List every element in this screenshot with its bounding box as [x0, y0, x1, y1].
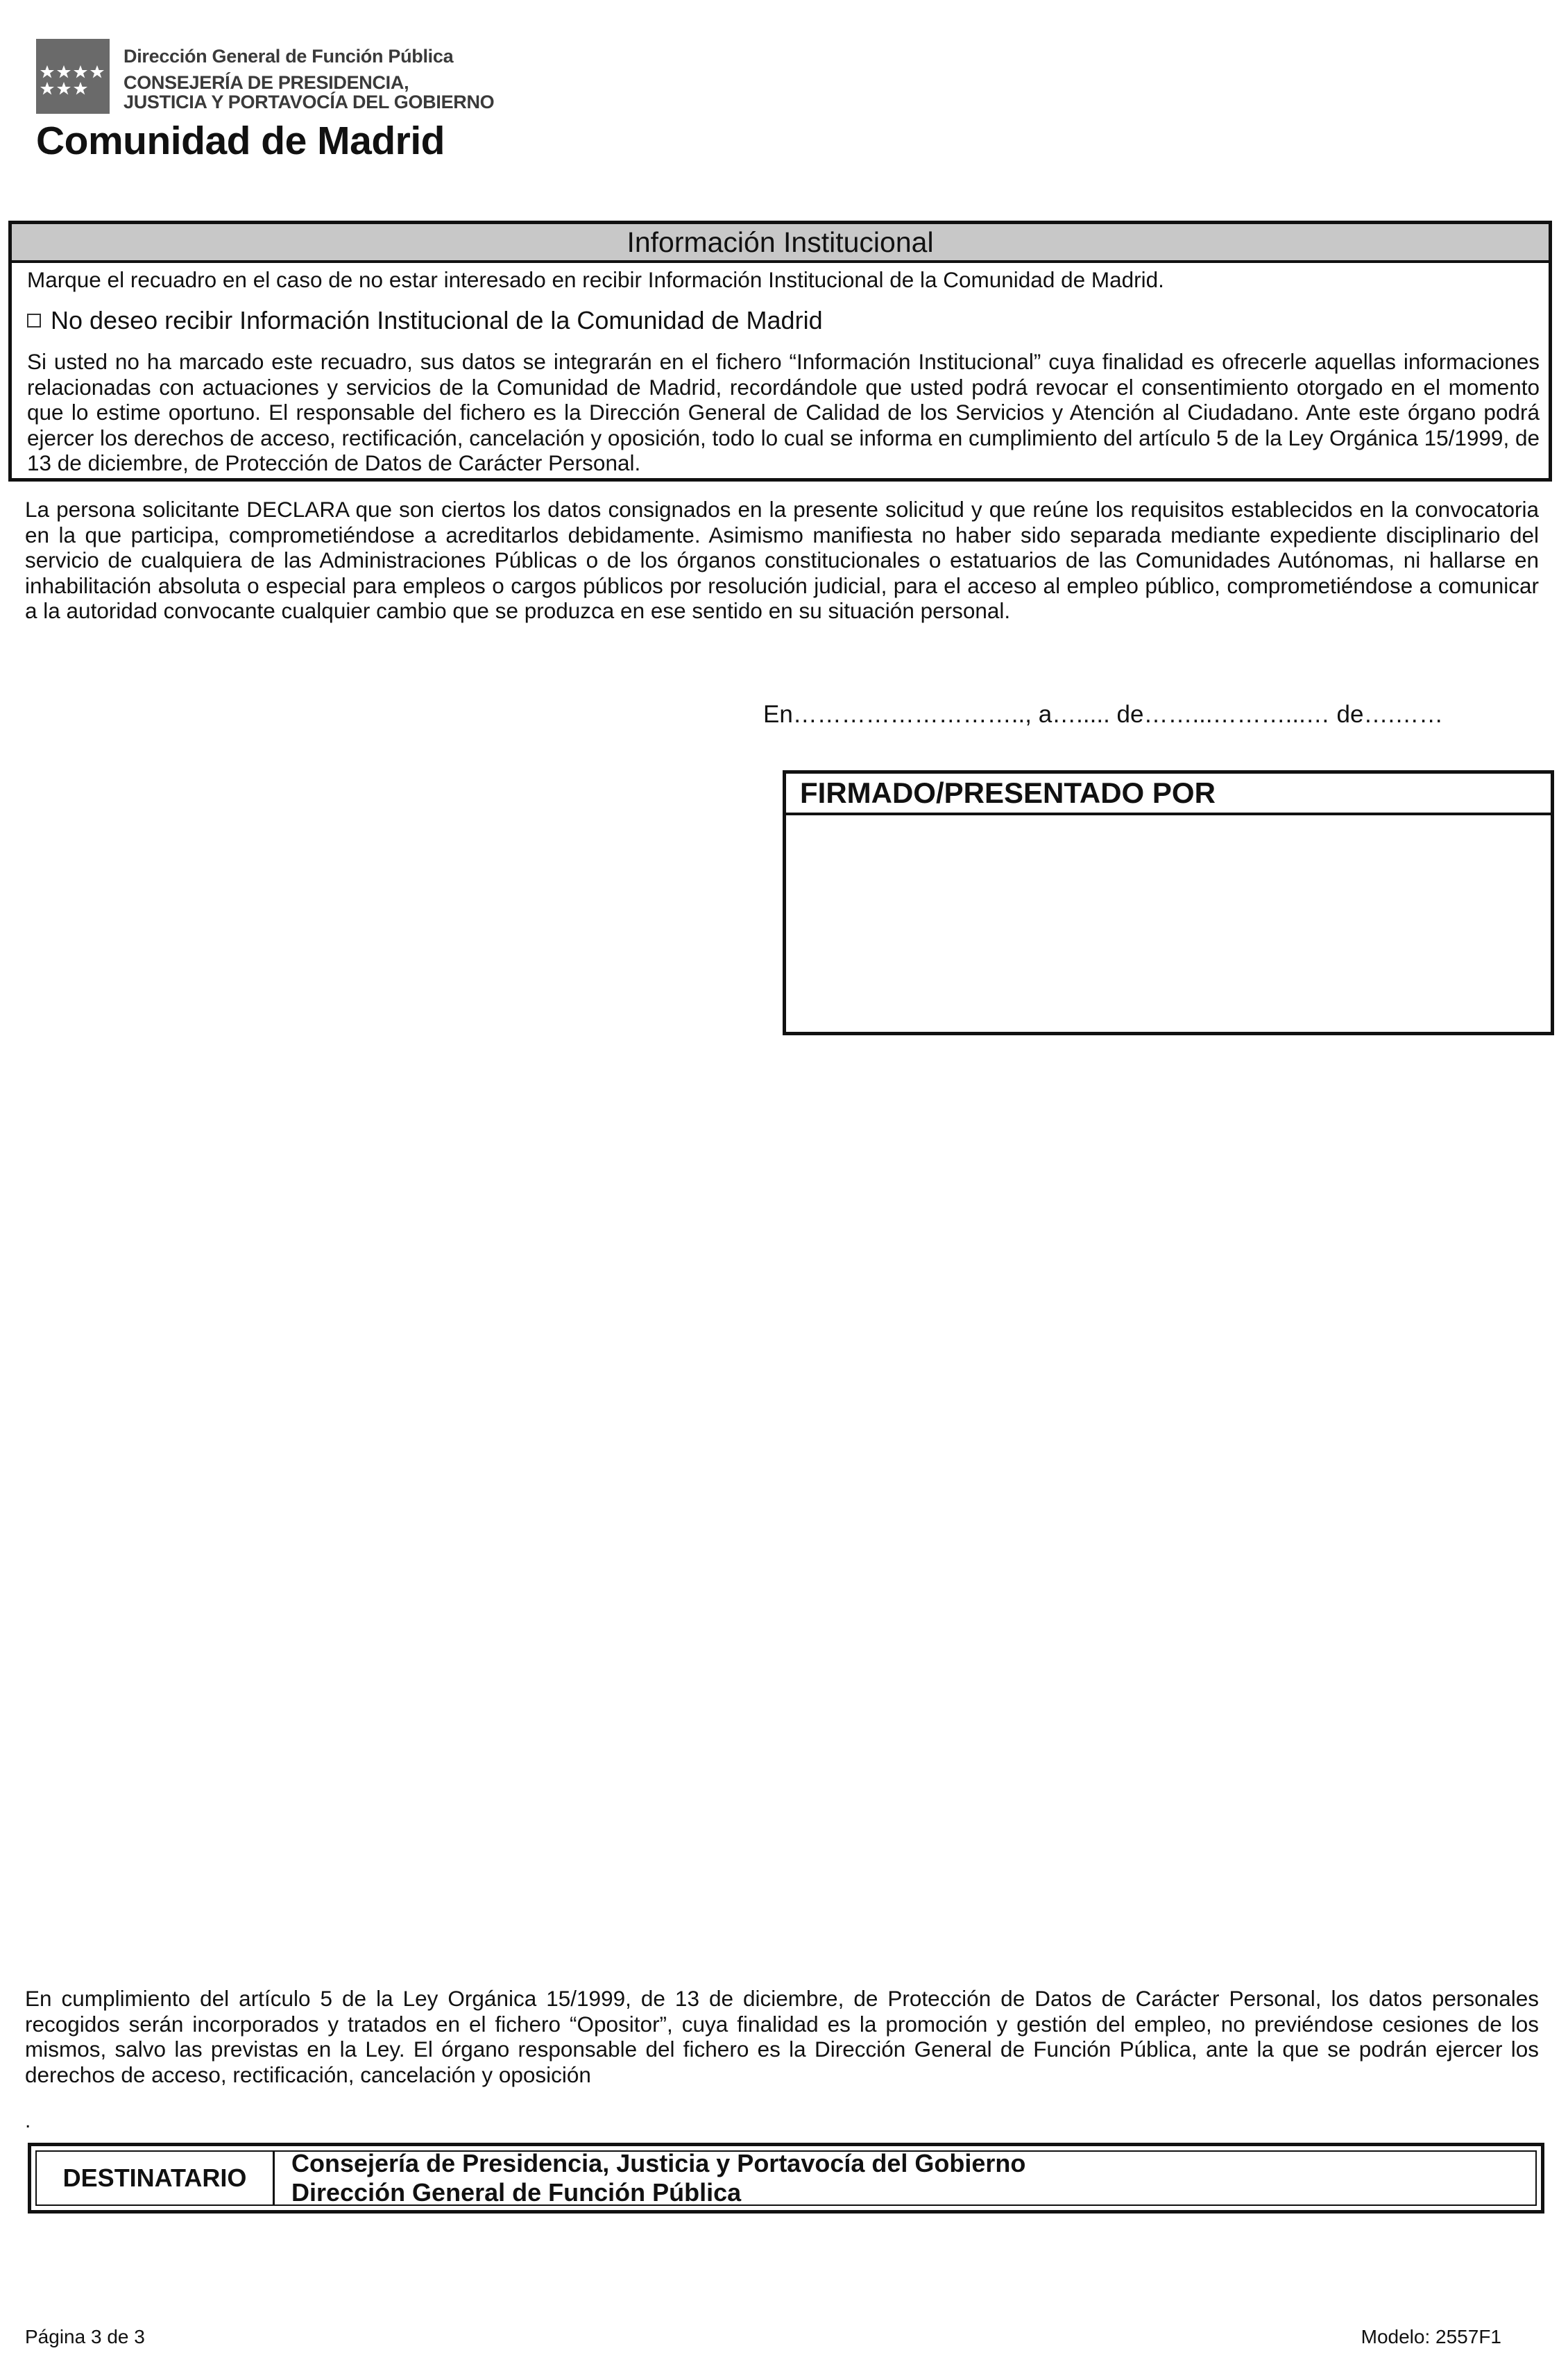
recipient-label: DESTINATARIO	[37, 2152, 275, 2204]
institutional-info-section	[8, 221, 1552, 482]
recipient-table	[35, 2150, 1537, 2206]
model-code: Modelo: 2557F1	[1361, 2326, 1501, 2347]
org-directorate: Dirección General de Función Pública	[123, 46, 454, 67]
optout-option[interactable]	[27, 306, 823, 335]
recipient-box	[28, 2143, 1544, 2214]
recipient-line2: Dirección General de Función Pública	[291, 2178, 742, 2207]
section-title: Información Institucional	[12, 224, 1549, 263]
org-department-line2: JUSTICIA Y PORTAVOCÍA DEL GOBIERNO	[123, 92, 495, 112]
optout-checkbox[interactable]	[27, 314, 41, 328]
optout-label: No deseo recibir Información Institucional de la Comunidad de Madrid	[51, 306, 823, 334]
section-body: Si usted no ha marcado este recuadro, sus datos se integrarán en el fichero “Información Institucional” cuya finalidad es ofrecerle aquellas informaciones relacionadas con actuaciones y servicios de la Comunidad de Madrid, recordándole que usted podrá revocar el consentimiento otorgado en el momento que lo estime oportuno. El responsable del fichero es la Dirección General de Calidad de los Servicios y Atención al Ciudadano. Ante este órgano podrá ejercer los derechos de acceso, rectificación, cancelación y oposición, todo lo cual se informa en cumplimiento del artículo 5 de la Ley Orgánica 15/1999, de 13 de diciembre, de Protección de Datos de Carácter Personal.	[27, 349, 1540, 475]
place-date-line[interactable]: En……………………….., a…..... de……...………...… de….……	[763, 701, 1444, 728]
signature-title: FIRMADO/PRESENTADO POR	[786, 774, 1551, 815]
section-intro: Marque el recuadro en el caso de no estar interesado en recibir Información Institucional de la Comunidad de Madrid.	[27, 267, 1164, 292]
signature-box[interactable]	[783, 770, 1554, 1035]
recipient-line1: Consejería de Presidencia, Justicia y Portavocía del Gobierno	[291, 2149, 1026, 2177]
stray-dot: .	[25, 2109, 31, 2132]
page-number: Página 3 de 3	[25, 2326, 145, 2347]
declaration-text: La persona solicitante DECLARA que son ciertos los datos consignados en la presente solicitud y que reúne los requisitos establecidos en la convocatoria en la que participa, comprometiéndose a acreditarlos debidamente. Asimismo manifiesta no haber sido separada mediante expediente disciplinario del servicio de cualquiera de las Administraciones Públicas o de los órganos constitucionales o estatuarios de las Comunidades Autónomas, ni hallarse en inhabilitación absoluta o especial para empleos o cargos públicos por resolución judicial, para el acceso al empleo público, comprometiéndose a comunicar a la autoridad convocante cualquier cambio que se produzca en ese sentido en su situación personal.	[25, 497, 1539, 623]
recipient-value	[275, 2149, 1026, 2207]
stars-icon	[36, 39, 110, 114]
org-department-line1: CONSEJERÍA DE PRESIDENCIA,	[123, 72, 409, 93]
madrid-flag-icon	[36, 39, 110, 114]
data-protection-notice: En cumplimiento del artículo 5 de la Ley Orgánica 15/1999, de 13 de diciembre, de Protección de Datos de Carácter Personal, los datos personales recogidos serán incorporados y tratados en el fichero “Opositor”, cuya finalidad es la promoción y gestión del empleo, no previéndose cesiones de los mismos, salvo las previstas en la Ley. El órgano responsable del fichero es la Dirección General de Función Pública, ante la que se podrán ejercer los derechos de acceso, rectificación, cancelación y oposición	[25, 1986, 1539, 2087]
org-wordmark: Comunidad de Madrid	[36, 119, 445, 163]
